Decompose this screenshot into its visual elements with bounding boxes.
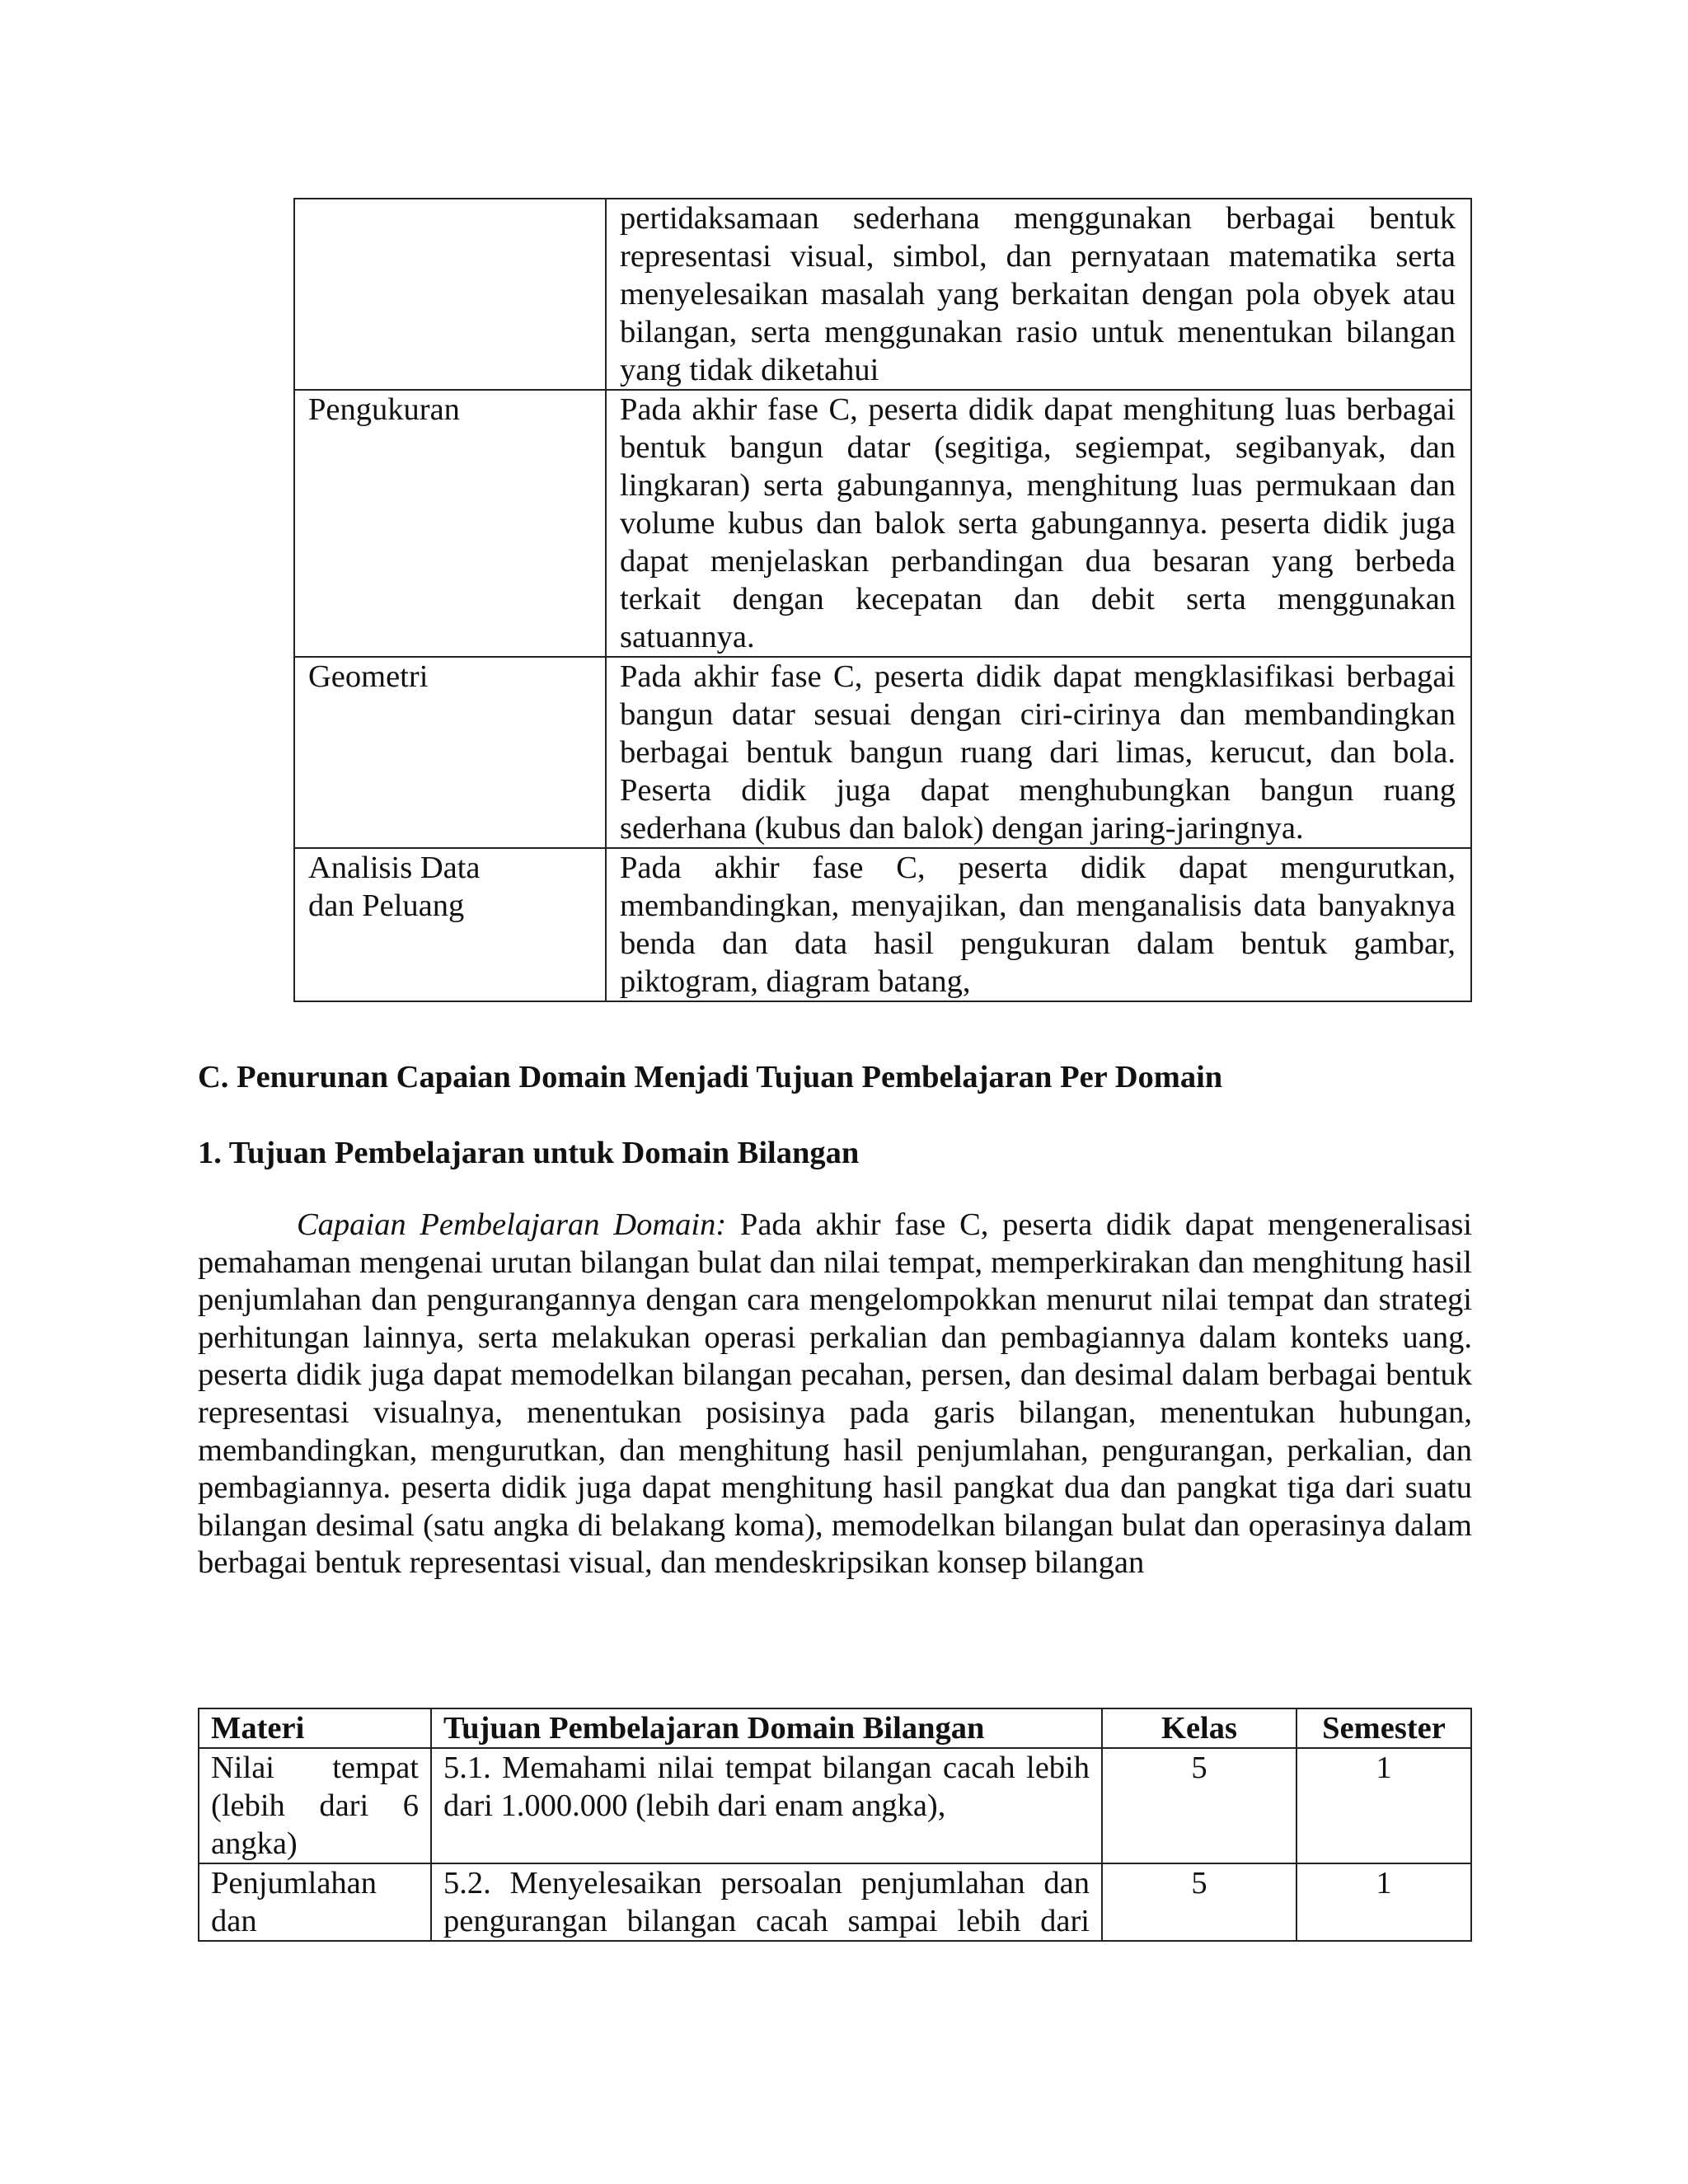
tujuan-cell: 5.2. Menyelesaikan persoalan penjumlahan dan pengurangan bilangan cacah sampai lebih dari bbox=[431, 1863, 1102, 1941]
table-row bbox=[199, 1863, 1471, 1941]
table-row bbox=[294, 848, 1471, 1001]
semester-cell: 1 bbox=[1296, 1748, 1471, 1863]
paragraph-body: Pada akhir fase C, peserta didik dapat mengeneralisasi pemahaman mengenai urutan bilangan bulat dan nilai tempat, memperkirakan dan menghitung hasil penjumlahan dan pengurangannya dengan cara mengelompokkan menurut nilai tempat dan strategi perhitungan lainnya, serta melakukan operasi perkalian dan pembagiannya dalam konteks uang. peserta didik juga dapat memodelkan bilangan pecahan, persen, dan desimal dalam berbagai bentuk representasi visualnya, menentukan posisinya pada garis bilangan, menentukan hubungan, membandingkan, mengurutkan, dan menghitung hasil penjumlahan, pengurangan, perkalian, dan pembagiannya. peserta didik juga dapat menghitung hasil pangkat dua dan pangkat tiga dari suatu bilangan desimal (satu angka di belakang koma), memodelkan bilangan bulat dan operasinya dalam berbagai bentuk representasi visual, dan mendeskripsikan konsep bilangan bbox=[198, 1207, 1473, 1581]
table-row bbox=[294, 199, 1471, 390]
paragraph-lead: Capaian Pembelajaran Domain: bbox=[297, 1207, 727, 1242]
learning-objectives-table bbox=[198, 1708, 1472, 1942]
header-materi: Materi bbox=[199, 1708, 431, 1748]
learning-outcome-paragraph bbox=[198, 1207, 1472, 1582]
table-row bbox=[294, 657, 1471, 848]
semester-cell: 1 bbox=[1296, 1863, 1471, 1941]
description-cell: Pada akhir fase C, peserta didik dapat mengurutkan, membandingkan, menyajikan, dan menganalisis data banyaknya benda dan data hasil pengukuran dalam bentuk gambar, piktogram, diagram batang, bbox=[606, 848, 1471, 1001]
header-kelas: Kelas bbox=[1102, 1708, 1296, 1748]
domain-line: dan Peluang bbox=[308, 888, 465, 923]
section-1-heading: 1. Tujuan Pembelajaran untuk Domain Bilangan bbox=[198, 1136, 860, 1170]
domain-cell: Geometri bbox=[294, 657, 606, 848]
section-c-heading: C. Penurunan Capaian Domain Menjadi Tujuan Pembelajaran Per Domain bbox=[198, 1060, 1223, 1094]
header-tujuan: Tujuan Pembelajaran Domain Bilangan bbox=[431, 1708, 1102, 1748]
kelas-cell: 5 bbox=[1102, 1748, 1296, 1863]
table-row bbox=[199, 1748, 1471, 1863]
materi-cell: Penjumlahan dan bbox=[199, 1863, 431, 1941]
domain-cell: Pengukuran bbox=[294, 390, 606, 657]
domain-achievement-table bbox=[293, 198, 1472, 1002]
table-header-row bbox=[199, 1708, 1471, 1748]
domain-line: Analisis Data bbox=[308, 851, 481, 885]
table-row bbox=[294, 390, 1471, 657]
domain-cell bbox=[294, 199, 606, 390]
domain-cell bbox=[294, 848, 606, 1001]
header-semester: Semester bbox=[1296, 1708, 1471, 1748]
description-cell: Pada akhir fase C, peserta didik dapat mengklasifikasi berbagai bangun datar sesuai dengan ciri-cirinya dan membandingkan berbagai bentuk bangun ruang dari limas, kerucut, dan bola. Peserta didik juga dapat menghubungkan bangun ruang sederhana (kubus dan balok) dengan jaring-jaringnya. bbox=[606, 657, 1471, 848]
description-cell: Pada akhir fase C, peserta didik dapat menghitung luas berbagai bentuk bangun datar (segitiga, segiempat, segibanyak, dan lingkaran) serta gabungannya, menghitung luas permukaan dan volume kubus dan balok serta gabungannya. peserta didik juga dapat menjelaskan perbandingan dua besaran yang berbeda terkait dengan kecepatan dan debit serta menggunakan satuannya. bbox=[606, 390, 1471, 657]
tujuan-cell: 5.1. Memahami nilai tempat bilangan cacah lebih dari 1.000.000 (lebih dari enam angka), bbox=[431, 1748, 1102, 1863]
description-cell: pertidaksamaan sederhana menggunakan berbagai bentuk representasi visual, simbol, dan pernyataan matematika serta menyelesaikan masalah yang berkaitan dengan pola obyek atau bilangan, serta menggunakan rasio untuk menentukan bilangan yang tidak diketahui bbox=[606, 199, 1471, 390]
materi-cell: Nilai tempat (lebih dari 6 angka) bbox=[199, 1748, 431, 1863]
kelas-cell: 5 bbox=[1102, 1863, 1296, 1941]
